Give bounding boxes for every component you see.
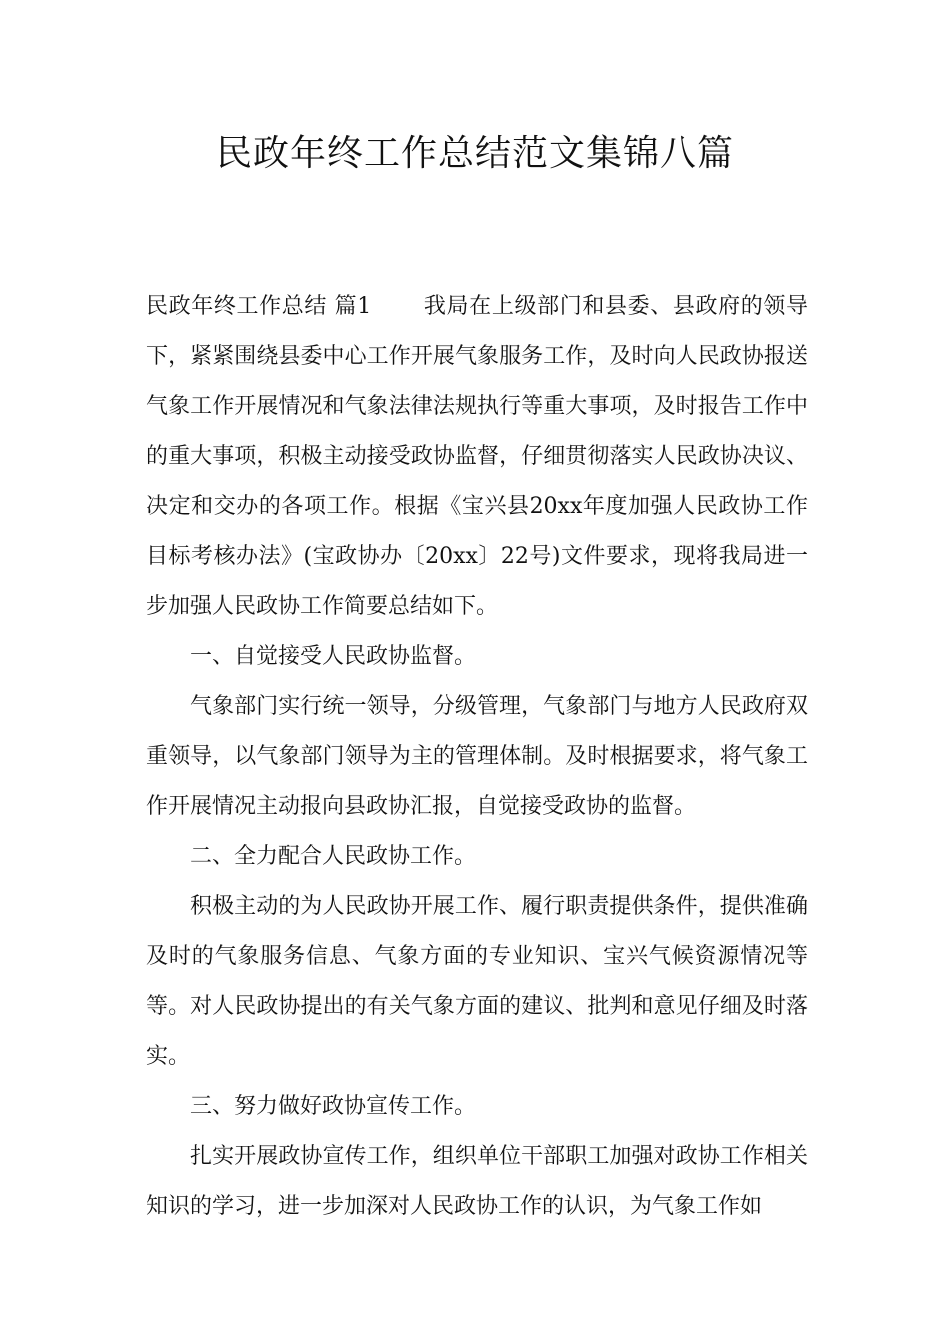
intro-text: 我局在上级部门和县委、县政府的领导下，紧紧围绕县委中心工作开展气象服务工作，及时向人民政协报送气象工作开展情况和气象法律法规执行等重大事项，及时报告工作中的重大事项，积极主动接受政协监督，仔细贯彻落实人民政协决议、决定和交办的各项工作。根据《宝兴县20xx年度加强人民政协工作目标考核办法》(宝政协办〔20xx〕22号)文件要求，现将我局进一步加强人民政协工作简要总结如下。 bbox=[146, 294, 808, 619]
intro-paragraph bbox=[146, 282, 808, 632]
document-body bbox=[146, 282, 808, 1232]
section-paragraph-2: 积极主动的为人民政协开展工作、履行职责提供条件，提供准确及时的气象服务信息、气象方面的专业知识、宝兴气候资源情况等等。对人民政协提出的有关气象方面的建议、批判和意见仔细及时落实。 bbox=[146, 894, 808, 1069]
section-heading-1: 一、自觉接受人民政协监督。 bbox=[190, 644, 477, 669]
section-heading-3: 三、努力做好政协宣传工作。 bbox=[190, 1094, 477, 1119]
section-paragraph-1: 气象部门实行统一领导，分级管理，气象部门与地方人民政府双重领导，以气象部门领导为主的管理体制。及时根据要求，将气象工作开展情况主动报向县政协汇报，自觉接受政协的监督。 bbox=[146, 694, 808, 819]
section-heading-2: 二、全力配合人民政协工作。 bbox=[190, 844, 477, 869]
document-title: 民政年终工作总结范文集锦八篇 bbox=[215, 133, 734, 174]
section-paragraph-3: 扎实开展政协宣传工作，组织单位干部职工加强对政协工作相关知识的学习，进一步加深对人民政协工作的认识，为气象工作如 bbox=[146, 1144, 808, 1219]
intro-label: 民政年终工作总结 篇1 bbox=[146, 294, 372, 319]
